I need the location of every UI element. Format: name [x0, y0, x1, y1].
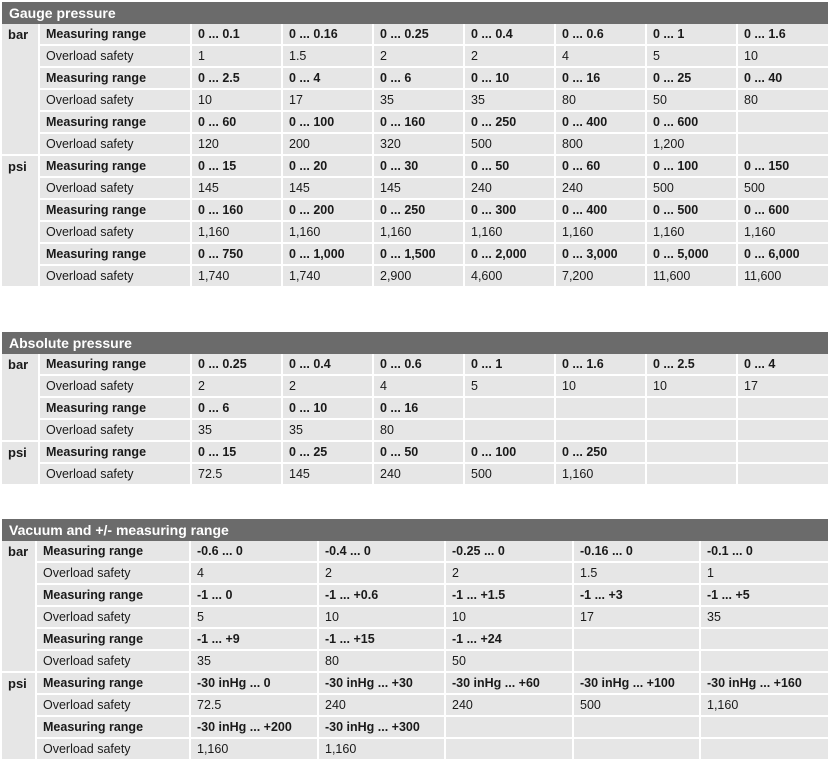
value-cell: -1 ... 0	[191, 585, 319, 607]
value-cell: 0 ... 600	[647, 112, 738, 134]
overload-safety-row	[2, 464, 828, 486]
value-cell: -1 ... +24	[446, 629, 574, 651]
value-cell: 11,600	[738, 266, 828, 288]
value-cell	[647, 420, 738, 442]
value-cell: 0 ... 1.6	[556, 354, 647, 376]
value-cell: 1,740	[283, 266, 374, 288]
row-label: Overload safety	[40, 134, 192, 156]
section-title: Gauge pressure	[2, 2, 828, 24]
value-cell: 10	[738, 46, 828, 68]
value-cell: -1 ... +5	[701, 585, 828, 607]
value-cell	[738, 442, 828, 464]
value-cell: -1 ... +9	[191, 629, 319, 651]
value-cell: 1	[192, 46, 283, 68]
value-cell	[701, 739, 828, 761]
value-cell: 500	[465, 134, 556, 156]
overload-safety-row	[2, 178, 828, 200]
value-cell: 145	[283, 178, 374, 200]
value-cell: 1,160	[319, 739, 446, 761]
unit-label: bar	[2, 24, 40, 156]
overload-safety-row	[2, 134, 828, 156]
row-label: Measuring range	[37, 629, 191, 651]
value-cell: 0 ... 60	[192, 112, 283, 134]
row-label: Measuring range	[37, 673, 191, 695]
value-cell: 0 ... 16	[556, 68, 647, 90]
unit-label: bar	[2, 354, 40, 442]
value-cell: 0 ... 4	[283, 68, 374, 90]
value-cell: 1.5	[283, 46, 374, 68]
value-cell: 800	[556, 134, 647, 156]
value-cell: 200	[283, 134, 374, 156]
value-cell: 0 ... 250	[556, 442, 647, 464]
absolute-pressure-table	[2, 354, 828, 486]
value-cell: 11,600	[647, 266, 738, 288]
value-cell: 0 ... 16	[374, 398, 465, 420]
measuring-range-row	[2, 398, 828, 420]
value-cell: 4	[556, 46, 647, 68]
measuring-range-row	[2, 24, 828, 46]
value-cell	[738, 134, 828, 156]
value-cell: 1,160	[374, 222, 465, 244]
measuring-range-row	[2, 717, 828, 739]
unit-label: psi	[2, 156, 40, 288]
overload-safety-row	[2, 695, 828, 717]
value-cell: 80	[738, 90, 828, 112]
value-cell: 1,160	[556, 464, 647, 486]
value-cell: 72.5	[191, 695, 319, 717]
value-cell: 240	[556, 178, 647, 200]
value-cell: 2	[465, 46, 556, 68]
value-cell: 0 ... 300	[465, 200, 556, 222]
value-cell: 10	[319, 607, 446, 629]
row-label: Measuring range	[40, 442, 192, 464]
row-label: Measuring range	[40, 112, 192, 134]
value-cell	[647, 464, 738, 486]
value-cell: 0 ... 200	[283, 200, 374, 222]
value-cell: 500	[465, 464, 556, 486]
row-label: Overload safety	[40, 222, 192, 244]
measuring-range-row	[2, 673, 828, 695]
value-cell	[701, 651, 828, 673]
value-cell: 0 ... 100	[647, 156, 738, 178]
value-cell: 10	[556, 376, 647, 398]
value-cell: -0.16 ... 0	[574, 541, 701, 563]
value-cell: 240	[465, 178, 556, 200]
value-cell: 35	[374, 90, 465, 112]
value-cell: 500	[738, 178, 828, 200]
value-cell	[701, 717, 828, 739]
value-cell: 1,160	[192, 222, 283, 244]
row-label: Overload safety	[40, 376, 192, 398]
value-cell: 1,160	[738, 222, 828, 244]
row-label: Measuring range	[40, 398, 192, 420]
value-cell: 2	[446, 563, 574, 585]
value-cell	[701, 629, 828, 651]
value-cell: -1 ... +15	[319, 629, 446, 651]
section-title: Vacuum and +/- measuring range	[2, 519, 828, 541]
value-cell: -0.4 ... 0	[319, 541, 446, 563]
value-cell: 0 ... 6,000	[738, 244, 828, 266]
row-label: Overload safety	[40, 464, 192, 486]
value-cell: 0 ... 50	[465, 156, 556, 178]
value-cell: 0 ... 5,000	[647, 244, 738, 266]
gauge-pressure-table	[2, 24, 828, 288]
value-cell: 10	[192, 90, 283, 112]
row-label: Overload safety	[37, 651, 191, 673]
value-cell: -0.25 ... 0	[446, 541, 574, 563]
value-cell: 0 ... 150	[738, 156, 828, 178]
value-cell: 17	[574, 607, 701, 629]
value-cell: 0 ... 250	[374, 200, 465, 222]
overload-safety-row	[2, 266, 828, 288]
value-cell	[574, 651, 701, 673]
gauge-pressure-section	[2, 2, 828, 288]
value-cell	[647, 442, 738, 464]
value-cell: 1,740	[192, 266, 283, 288]
value-cell	[446, 739, 574, 761]
value-cell: 50	[647, 90, 738, 112]
row-label: Overload safety	[40, 178, 192, 200]
value-cell: 0 ... 400	[556, 200, 647, 222]
value-cell: 0 ... 100	[465, 442, 556, 464]
unit-label: psi	[2, 673, 37, 761]
value-cell: 1,160	[465, 222, 556, 244]
section-title: Absolute pressure	[2, 332, 828, 354]
value-cell: 4	[374, 376, 465, 398]
value-cell: 0 ... 750	[192, 244, 283, 266]
value-cell: 1,160	[647, 222, 738, 244]
overload-safety-row	[2, 376, 828, 398]
value-cell: 1,160	[191, 739, 319, 761]
value-cell: 1,160	[556, 222, 647, 244]
value-cell: -30 inHg ... +300	[319, 717, 446, 739]
unit-label: bar	[2, 541, 37, 673]
value-cell: 10	[647, 376, 738, 398]
value-cell: 35	[465, 90, 556, 112]
row-label: Measuring range	[37, 717, 191, 739]
value-cell: 0 ... 6	[192, 398, 283, 420]
value-cell: 72.5	[192, 464, 283, 486]
measuring-range-row	[2, 156, 828, 178]
value-cell: 0 ... 20	[283, 156, 374, 178]
row-label: Measuring range	[40, 200, 192, 222]
value-cell: 0 ... 160	[374, 112, 465, 134]
value-cell: -0.1 ... 0	[701, 541, 828, 563]
row-label: Measuring range	[40, 68, 192, 90]
overload-safety-row	[2, 420, 828, 442]
value-cell: 5	[647, 46, 738, 68]
value-cell: 1,160	[283, 222, 374, 244]
value-cell	[556, 420, 647, 442]
value-cell: 0 ... 100	[283, 112, 374, 134]
value-cell: 500	[647, 178, 738, 200]
value-cell: 50	[446, 651, 574, 673]
value-cell: 0 ... 10	[283, 398, 374, 420]
value-cell: -30 inHg ... +160	[701, 673, 828, 695]
value-cell: 0 ... 25	[283, 442, 374, 464]
vacuum-section	[2, 519, 828, 761]
value-cell	[647, 398, 738, 420]
value-cell	[738, 112, 828, 134]
value-cell	[465, 420, 556, 442]
value-cell: 7,200	[556, 266, 647, 288]
value-cell: -0.6 ... 0	[191, 541, 319, 563]
value-cell: 17	[738, 376, 828, 398]
value-cell: 0 ... 10	[465, 68, 556, 90]
row-label: Overload safety	[40, 266, 192, 288]
value-cell: 2	[283, 376, 374, 398]
value-cell	[446, 717, 574, 739]
measuring-range-row	[2, 541, 828, 563]
unit-label: psi	[2, 442, 40, 486]
value-cell: 5	[191, 607, 319, 629]
value-cell: 0 ... 4	[738, 354, 828, 376]
value-cell: 0 ... 15	[192, 442, 283, 464]
row-label: Measuring range	[40, 24, 192, 46]
value-cell: 0 ... 15	[192, 156, 283, 178]
value-cell: 2	[319, 563, 446, 585]
value-cell: 80	[319, 651, 446, 673]
value-cell: 500	[574, 695, 701, 717]
value-cell	[574, 717, 701, 739]
value-cell: 145	[374, 178, 465, 200]
overload-safety-row	[2, 651, 828, 673]
value-cell: 240	[319, 695, 446, 717]
row-label: Measuring range	[40, 244, 192, 266]
value-cell: 2	[192, 376, 283, 398]
value-cell: -30 inHg ... +60	[446, 673, 574, 695]
row-label: Measuring range	[37, 541, 191, 563]
overload-safety-row	[2, 90, 828, 112]
overload-safety-row	[2, 607, 828, 629]
value-cell: 145	[192, 178, 283, 200]
value-cell: 320	[374, 134, 465, 156]
overload-safety-row	[2, 563, 828, 585]
measuring-range-row	[2, 244, 828, 266]
value-cell	[465, 398, 556, 420]
measuring-range-row	[2, 200, 828, 222]
value-cell: 10	[446, 607, 574, 629]
value-cell: 120	[192, 134, 283, 156]
row-label: Overload safety	[40, 420, 192, 442]
value-cell: 4,600	[465, 266, 556, 288]
value-cell: 35	[191, 651, 319, 673]
value-cell: 0 ... 250	[465, 112, 556, 134]
value-cell: 0 ... 0.25	[374, 24, 465, 46]
value-cell: 0 ... 1,000	[283, 244, 374, 266]
value-cell: 145	[283, 464, 374, 486]
measuring-range-row	[2, 442, 828, 464]
measuring-range-row	[2, 354, 828, 376]
value-cell: -30 inHg ... +200	[191, 717, 319, 739]
value-cell: 0 ... 0.4	[465, 24, 556, 46]
value-cell	[556, 398, 647, 420]
value-cell: 2,900	[374, 266, 465, 288]
value-cell: 1,200	[647, 134, 738, 156]
value-cell: 2	[374, 46, 465, 68]
value-cell: 0 ... 600	[738, 200, 828, 222]
value-cell: 5	[465, 376, 556, 398]
absolute-pressure-section	[2, 332, 828, 486]
value-cell: 0 ... 500	[647, 200, 738, 222]
value-cell: -30 inHg ... 0	[191, 673, 319, 695]
row-label: Overload safety	[37, 563, 191, 585]
value-cell: 1,160	[701, 695, 828, 717]
value-cell: -1 ... +1.5	[446, 585, 574, 607]
value-cell: 0 ... 1,500	[374, 244, 465, 266]
overload-safety-row	[2, 46, 828, 68]
measuring-range-row	[2, 629, 828, 651]
value-cell: 1.5	[574, 563, 701, 585]
row-label: Overload safety	[37, 607, 191, 629]
value-cell: 4	[191, 563, 319, 585]
value-cell: 0 ... 50	[374, 442, 465, 464]
value-cell: 35	[283, 420, 374, 442]
value-cell: 35	[192, 420, 283, 442]
value-cell: 80	[374, 420, 465, 442]
value-cell: 0 ... 1	[647, 24, 738, 46]
row-label: Overload safety	[40, 90, 192, 112]
value-cell: 0 ... 0.6	[556, 24, 647, 46]
vacuum-table	[2, 541, 828, 761]
row-label: Measuring range	[40, 354, 192, 376]
row-label: Overload safety	[37, 739, 191, 761]
overload-safety-row	[2, 739, 828, 761]
value-cell: 35	[701, 607, 828, 629]
value-cell: 240	[446, 695, 574, 717]
value-cell: -30 inHg ... +100	[574, 673, 701, 695]
value-cell: 240	[374, 464, 465, 486]
value-cell: 80	[556, 90, 647, 112]
row-label: Measuring range	[37, 585, 191, 607]
value-cell: 0 ... 160	[192, 200, 283, 222]
value-cell: 0 ... 2.5	[647, 354, 738, 376]
measuring-range-row	[2, 585, 828, 607]
value-cell	[738, 398, 828, 420]
value-cell: 0 ... 6	[374, 68, 465, 90]
value-cell: -1 ... +3	[574, 585, 701, 607]
value-cell: 0 ... 2,000	[465, 244, 556, 266]
value-cell: 0 ... 1.6	[738, 24, 828, 46]
value-cell	[738, 420, 828, 442]
value-cell: -30 inHg ... +30	[319, 673, 446, 695]
value-cell: 0 ... 2.5	[192, 68, 283, 90]
value-cell: 0 ... 25	[647, 68, 738, 90]
row-label: Overload safety	[37, 695, 191, 717]
value-cell: 0 ... 0.4	[283, 354, 374, 376]
value-cell: 0 ... 30	[374, 156, 465, 178]
overload-safety-row	[2, 222, 828, 244]
value-cell: -1 ... +0.6	[319, 585, 446, 607]
value-cell: 0 ... 0.25	[192, 354, 283, 376]
measuring-range-row	[2, 112, 828, 134]
row-label: Measuring range	[40, 156, 192, 178]
value-cell	[574, 739, 701, 761]
value-cell: 0 ... 40	[738, 68, 828, 90]
value-cell: 0 ... 0.1	[192, 24, 283, 46]
value-cell: 0 ... 60	[556, 156, 647, 178]
value-cell: 0 ... 3,000	[556, 244, 647, 266]
value-cell: 0 ... 1	[465, 354, 556, 376]
value-cell	[574, 629, 701, 651]
value-cell: 0 ... 0.6	[374, 354, 465, 376]
value-cell: 1	[701, 563, 828, 585]
measuring-range-row	[2, 68, 828, 90]
value-cell: 0 ... 400	[556, 112, 647, 134]
value-cell	[738, 464, 828, 486]
value-cell: 17	[283, 90, 374, 112]
row-label: Overload safety	[40, 46, 192, 68]
value-cell: 0 ... 0.16	[283, 24, 374, 46]
